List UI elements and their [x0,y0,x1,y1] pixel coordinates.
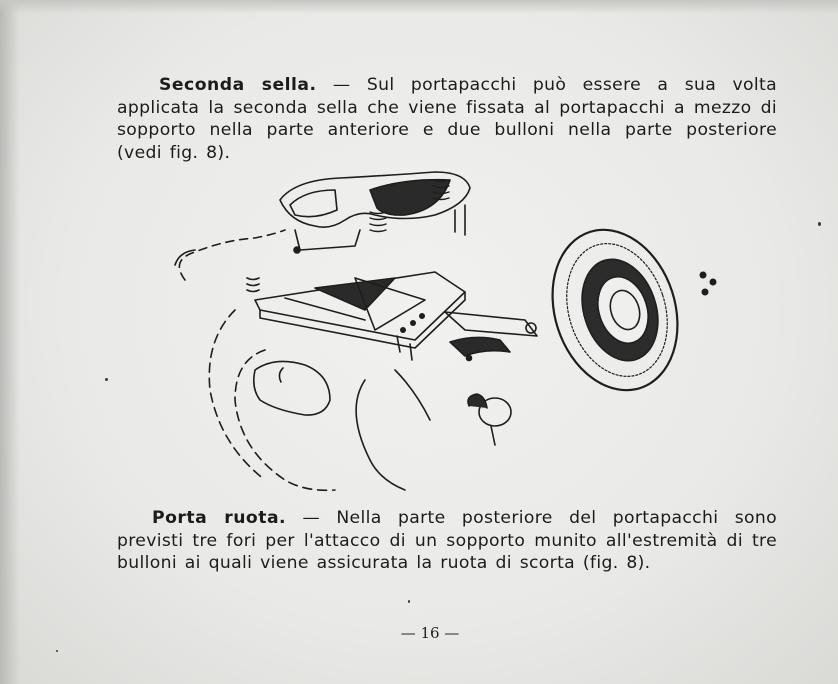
rear-lamp [468,394,511,445]
page-edge-shadow [0,0,20,684]
scooter-body-outline [175,230,430,490]
second-saddle [280,172,470,253]
paragraph-wheel-carrier [117,507,777,575]
paper-speck [56,650,58,652]
text-second-saddle: — Sul portapacchi può essere a sua volta applicata la seconda sella che viene fissata al portapacchi a mezzo di sopporto nella parte anteriore e due bulloni nella parte posteriore (vedi fig. 8). [117,75,777,163]
paper-speck [105,378,108,381]
heading-second-saddle: Seconda sella. [159,75,317,95]
page-top-shadow [0,0,838,14]
page-number: — 16 — [400,624,460,642]
paper-speck [818,222,821,226]
paper-speck [408,600,410,603]
luggage-carrier [247,272,465,360]
text-wheel-carrier: — Nella parte posteriore del portapacchi sono previsti tre fori per l'attacco di un sopporto munito all'estremità di tre bulloni ai quali viene assicurata la ruota di scorta (fig. 8). [117,508,777,573]
heading-wheel-carrier: Porta ruota. [152,508,287,528]
figure-8-illustration [165,160,725,500]
paragraph-second-saddle [117,74,777,164]
spare-wheel [533,213,717,406]
wheel-support-bracket [445,312,537,361]
